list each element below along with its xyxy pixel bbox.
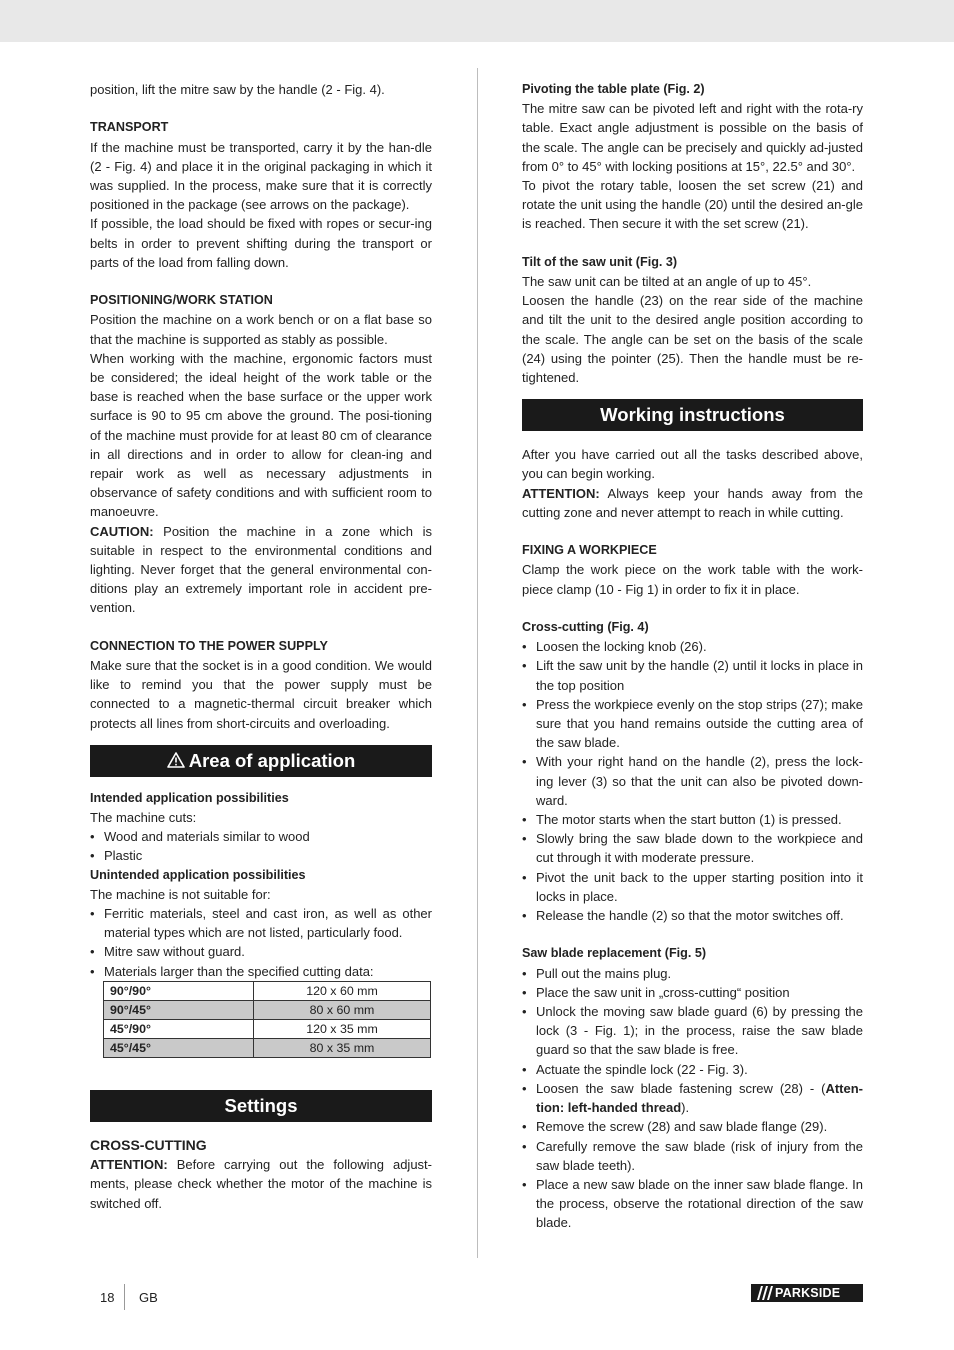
unintended-heading: Unintended application possibilities [90, 867, 306, 882]
brand-name: PARKSIDE [775, 1286, 841, 1300]
crosscut-heading: Cross-cutting (Fig. 4) [522, 620, 649, 635]
table-row: 45°/90° 120 x 35 mm [104, 1019, 431, 1038]
list-item: • Release the handle (2) so that the motor switches off. [522, 908, 844, 924]
working-paragraph: After you have carried out all the tasks described above, you can begin working. [522, 447, 863, 482]
settings-banner: Settings [90, 1090, 432, 1122]
list-item: • Unlock the moving saw blade guard (6) by pressing the lock (3 - Fig. 1); in the process, raise the saw blade guard so that the saw blade is free. [522, 1004, 863, 1058]
top-bar [0, 0, 954, 42]
attention-label: ATTENTION: [522, 485, 600, 501]
list-item: • Pivot the unit back to the upper starting position into it locks in place. [522, 869, 863, 904]
list-item: • Press the workpiece evenly on the stop strips (27); make sure that you hand remains outside the cutting area of the saw blade. [522, 696, 863, 751]
list-item: • Loosen the locking knob (26). [522, 639, 707, 655]
blade-heading: Saw blade replacement (Fig. 5) [522, 946, 707, 961]
tilt-paragraph-1: The saw unit can be tilted at an angle of up to 45°. [522, 274, 812, 290]
power-paragraph: Make sure that the socket is in a good condition. We would like to remind you that the power supply must be connected to a magnetic-thermal circuit breaker which protects all lines from short-circuits and overloading. [90, 658, 432, 731]
pivot-paragraph-1: The mitre saw can be pivoted left and right with the rota-ry table. Exact angle adjustment is possible on the basis of the scale. The angle can be precisely and quickly ad-justed from 0° to 45° with locking positions at 15°, 22.5° and 30°. [522, 101, 863, 174]
list-item: • Place a new saw blade on the inner saw blade flange. In the process, observe the rotational direction of the saw blade. [522, 1176, 863, 1231]
cross-cutting-heading: CROSS-CUTTING [90, 1136, 207, 1153]
caution-text: Position the machine in a zone which is suitable in respect to the environmental conditions and lighting. Never forget that the general environmental con-ditions play an extremely important role in accident pre-vention. [90, 523, 432, 616]
transport-heading: TRANSPORT [90, 120, 169, 135]
intro-text: position, lift the mitre saw by the handle (2 - Fig. 4). [90, 82, 385, 97]
left-column [90, 80, 432, 1213]
fixing-heading: FIXING A WORKPIECE [522, 543, 657, 558]
attention-label: ATTENTION: [90, 1157, 168, 1173]
table-row: 45°/45° 80 x 35 mm [104, 1038, 431, 1057]
column-divider [477, 68, 478, 1258]
attention-text: Always keep your hands away from the cutting zone and never attempt to reach in while cutting. [522, 485, 863, 520]
list-item: • Mitre saw without guard. [90, 944, 245, 960]
transport-paragraph-2: If possible, the load should be fixed with ropes or secur-ing belts in order to prevent shifting during the transport or parts of the load from falling down. [90, 216, 432, 270]
logo-stripes-icon [755, 1286, 775, 1300]
list-item: • The motor starts when the start button (1) is pressed. [522, 812, 842, 828]
unintended-list [90, 904, 432, 981]
area-of-application-banner [90, 745, 432, 777]
pivot-heading: Pivoting the table plate (Fig. 2) [522, 82, 705, 96]
working-attention-paragraph [522, 484, 863, 522]
right-column [522, 80, 863, 1233]
transport-paragraph-1: If the machine must be transported, carry it by the han-dle (2 - Fig. 4) and place it in the original packaging in which it was supplied. In the process, make sure that it is correctly positioned in the package (see arrows on the package). [90, 139, 432, 213]
fixing-paragraph: Clamp the work piece on the work table with the work-piece clamp (10 - Fig 1) in order to fix it in place. [522, 562, 863, 597]
caution-label: CAUTION: [90, 523, 154, 539]
unintended-intro: The machine is not suitable for: [90, 886, 271, 902]
area-of-application-title: Area of application [188, 749, 356, 771]
list-item: • Plastic [90, 848, 143, 864]
parkside-logo [751, 1284, 863, 1302]
positioning-paragraph-1: Position the machine on a work bench or on a flat base so that the machine is supported as stably as possible. [90, 312, 432, 347]
list-item: • Actuate the spindle lock (22 - Fig. 3). [522, 1061, 748, 1077]
cutting-data-table [103, 981, 431, 1058]
intended-intro: The machine cuts: [90, 810, 197, 826]
list-item: • Pull out the mains plug. [522, 965, 672, 981]
list-item: • Loosen the saw blade fastening screw (28) - (Atten-tion: left-handed thread). [522, 1080, 863, 1116]
list-item: • Lift the saw unit by the handle (2) until it locks in place in the top position [522, 658, 863, 693]
working-instructions-banner: Working instructions [522, 399, 863, 431]
list-item: • Place the saw unit in „cross-cutting“ position [522, 984, 790, 1000]
table-row: 90°/45° 80 x 60 mm [104, 1000, 431, 1019]
tilt-paragraph-2: Loosen the handle (23) on the rear side of the machine and tilt the unit to the desired angle position according to the scale. The angle can be set on the basis of the scale (24) using the pointer (25). Then the handle must be re-tightened. [522, 293, 863, 386]
list-item: • Wood and materials similar to wood [90, 829, 310, 845]
positioning-paragraph-2: When working with the machine, ergonomic factors must be considered; the ideal height of the work table or the base is reached when the base surface or the upper work surface is 90 to 95 cm above the ground. The posi-tioning of the machine must provide for at least 80 cm of clearance in all directions and in order to allow for clean-ing and repair work as well as necessary adjustments in observance of safety conditions and with sufficient room to manoeuvre. [90, 350, 432, 520]
warning-icon [167, 752, 185, 768]
list-item: • With your right hand on the handle (2), press the lock-ing lever (3) so that the unit can also be pivoted down-ward. [522, 754, 863, 808]
tilt-heading: Tilt of the saw unit (Fig. 3) [522, 254, 678, 269]
footer-divider [124, 1284, 125, 1310]
list-item: • Ferritic materials, steel and cast iron, as well as other material types which are not listed, particularly food. [90, 906, 432, 941]
blade-list [522, 964, 863, 1233]
page-number: 18 [100, 1290, 115, 1305]
attention-text: Before carrying out the following adjust-ments, please check whether the motor of the machine is switched off. [90, 1157, 432, 1211]
language-code: GB [139, 1290, 158, 1305]
crosscut-list [522, 637, 863, 925]
intended-list [90, 827, 432, 865]
list-item: • Carefully remove the saw blade (risk of injury from the saw blade teeth). [522, 1138, 863, 1173]
positioning-heading: POSITIONING/WORK STATION [90, 293, 273, 308]
intended-heading: Intended application possibilities [90, 790, 289, 805]
list-item: • Slowly bring the saw blade down to the workpiece and cut through it with moderate pressure. [522, 831, 863, 866]
list-item: • Materials larger than the specified cutting data: [90, 963, 374, 979]
caution-paragraph [90, 522, 432, 618]
power-heading: CONNECTION TO THE POWER SUPPLY [90, 638, 328, 653]
list-item: • Remove the screw (28) and saw blade flange (29). [522, 1119, 828, 1135]
pivot-paragraph-2: To pivot the rotary table, loosen the set screw (21) and rotate the unit using the handle (20) until the desired an-gle is reached. Then secure it with the set screw (21). [522, 178, 863, 232]
settings-attention-paragraph [90, 1155, 432, 1213]
table-row: 90°/90° 120 x 60 mm [104, 981, 431, 1000]
